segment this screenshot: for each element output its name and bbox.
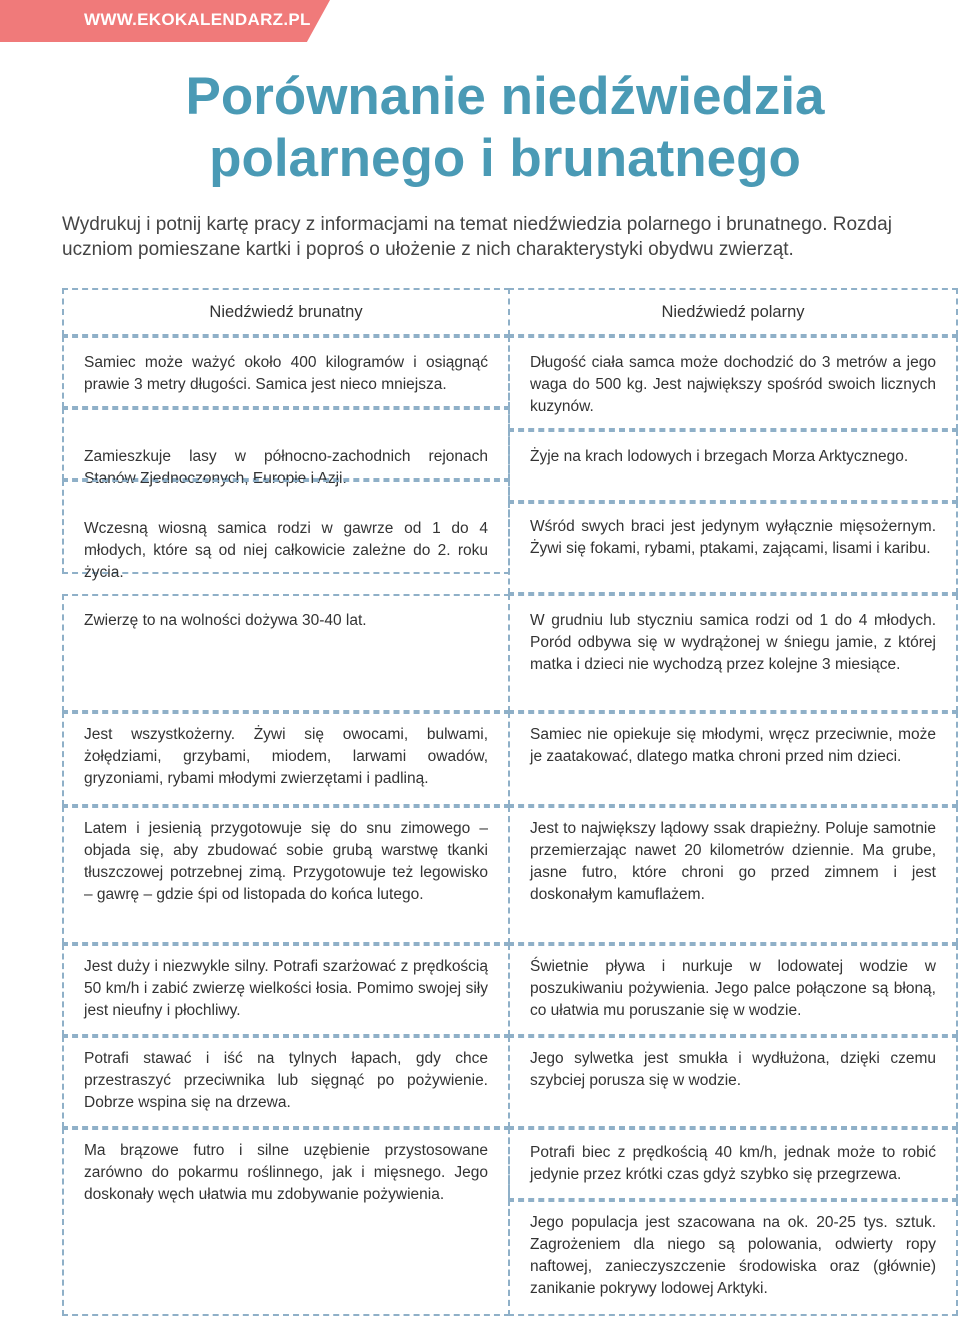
fact-card[interactable] [62,712,510,806]
column-header-cell [508,288,958,336]
fact-text: Żyje na krach lodowych i brzegach Morza Arktycznego. [530,448,909,465]
fact-card[interactable] [62,1128,510,1316]
intro-text: Wydrukuj i potnij kartę pracy z informacjami na temat niedźwiedzia polarnego i brunatnego. Rozdaj uczniom pomieszane kartki i poproś o ułożenie z nich charakterystyki obydwu zwierząt. [62,214,892,260]
fact-text: Ma brązowe futro i silne uzębienie przystosowane zarówno do pokarmu roślinnego, jak i mięsnego. Jego doskonały węch ułatwia mu zdobywanie pożywienia. [84,1142,488,1203]
site-url: WWW.EKOKALENDARZ.PL [84,10,311,29]
fact-card[interactable] [62,806,510,944]
fact-card[interactable] [508,1036,958,1128]
fact-text: Samiec nie opiekuje się młodymi, wręcz przeciwnie, może je zaatakować, dlatego matka chroni przed nim dzieci. [530,726,936,765]
column-header-cell [62,288,510,336]
fact-text: Samiec może ważyć około 400 kilogramów i osiągnąć prawie 3 metry długości. Samica jest nieco mniejsza. [84,354,488,393]
fact-card[interactable] [508,594,958,712]
fact-text: Zamieszkuje lasy w północno-zachodnich rejonach Stanów Zjednoczonych, Europie i Azji. [84,448,488,487]
fact-text: Jest duży i niezwykle silny. Potrafi szarżować z prędkością 50 km/h i zabić zwierzę wielkości łosia. Pomimo swojej siły jest nieufny i płochliwy. [84,958,488,1019]
fact-card[interactable] [508,502,958,594]
column-header: Niedźwiedź brunatny [209,303,363,321]
fact-card[interactable] [508,430,958,502]
page-title [0,66,960,190]
fact-text: Jest to największy lądowy ssak drapieżny. Poluje samotnie przemierzając nawet 20 kilometrów dziennie. Ma grube, jasne futro, które chroni go przed zimnem i jest doskonałym kamuflażem. [530,820,936,903]
fact-text: Potrafi biec z prędkością 40 km/h, jednak może to robić jedynie przez krótki czas gdyż szybko się przegrzewa. [530,1144,936,1183]
column-header: Niedźwiedź polarny [661,303,805,321]
fact-text: Jego populacja jest szacowana na ok. 20-25 tys. sztuk. Zagrożeniem dla niego są polowania, odwierty ropy naftowej, zanieczyszczenie środowiska oraz (głównie) zanikanie pokrywy lodowej Arktyki. [530,1214,936,1297]
fact-card[interactable] [62,594,510,712]
fact-card[interactable] [508,336,958,430]
fact-text: Zwierzę to na wolności dożywa 30-40 lat. [84,612,367,629]
fact-card[interactable] [508,1128,958,1200]
fact-card[interactable] [508,1200,958,1316]
fact-text: Długość ciała samca może dochodzić do 3 metrów a jego waga do 500 kg. Jest największy spośród swoich licznych kuzynów. [530,354,936,415]
fact-card[interactable] [62,1036,510,1128]
fact-card[interactable] [62,408,510,487]
fact-text: Jego sylwetka jest smukła i wydłużona, dzięki czemu szybciej porusza się w wodzie. [530,1050,936,1089]
fact-card[interactable] [62,336,510,408]
fact-text: Świetnie pływa i nurkuje w lodowatej wodzie w poszukiwaniu pożywienia. Jego palce połączone są błoną, co ułatwia mu poruszanie się w wodzie. [530,958,936,1019]
fact-text: Potrafi stawać i iść na tylnych łapach, gdy chce przestraszyć przeciwnika lub sięgnąć po pożywienie. Dobrze wspina się na drzewa. [84,1050,488,1111]
fact-text: Wśród swych braci jest jedynym wyłącznie mięsożernym. Żywi się fokami, rybami, ptakami, zającami, lisami i karibu. [530,518,936,557]
page-title-line-1: Porównanie niedźwiedzia [185,67,825,126]
fact-text: Latem i jesienią przygotowuje się do snu zimowego – objada się, aby zbudować sobie grubą warstwę tkanki tłuszczowej potrzebnej zimą. Przygotowuje też legowisko – gawrę – gdzie śpi od listopada do końca lutego. [84,820,488,903]
fact-text: Wczesną wiosną samica rodzi w gawrze od 1 do 4 młodych, które są od niej całkowicie zależne do 2. roku życia. [84,520,488,581]
fact-card[interactable] [508,806,958,944]
fact-card[interactable] [508,712,958,806]
fact-text: W grudniu lub styczniu samica rodzi od 1 do 4 młodych. Poród odbywa się w wydrążonej w śniegu jamie, z której matka i dzieci nie wychodzą przez kolejne 3 miesiące. [530,612,936,673]
fact-card[interactable] [508,944,958,1036]
page-title-line-2: polarnego i brunatnego [209,129,801,188]
fact-card[interactable] [62,480,510,581]
fact-card[interactable] [62,944,510,1036]
fact-text: Jest wszystkożerny. Żywi się owocami, bulwami, żołędziami, grzybami, miodem, larwami owadów, gryzoniami, rybami młodymi zwierzętami i padliną. [84,726,488,787]
